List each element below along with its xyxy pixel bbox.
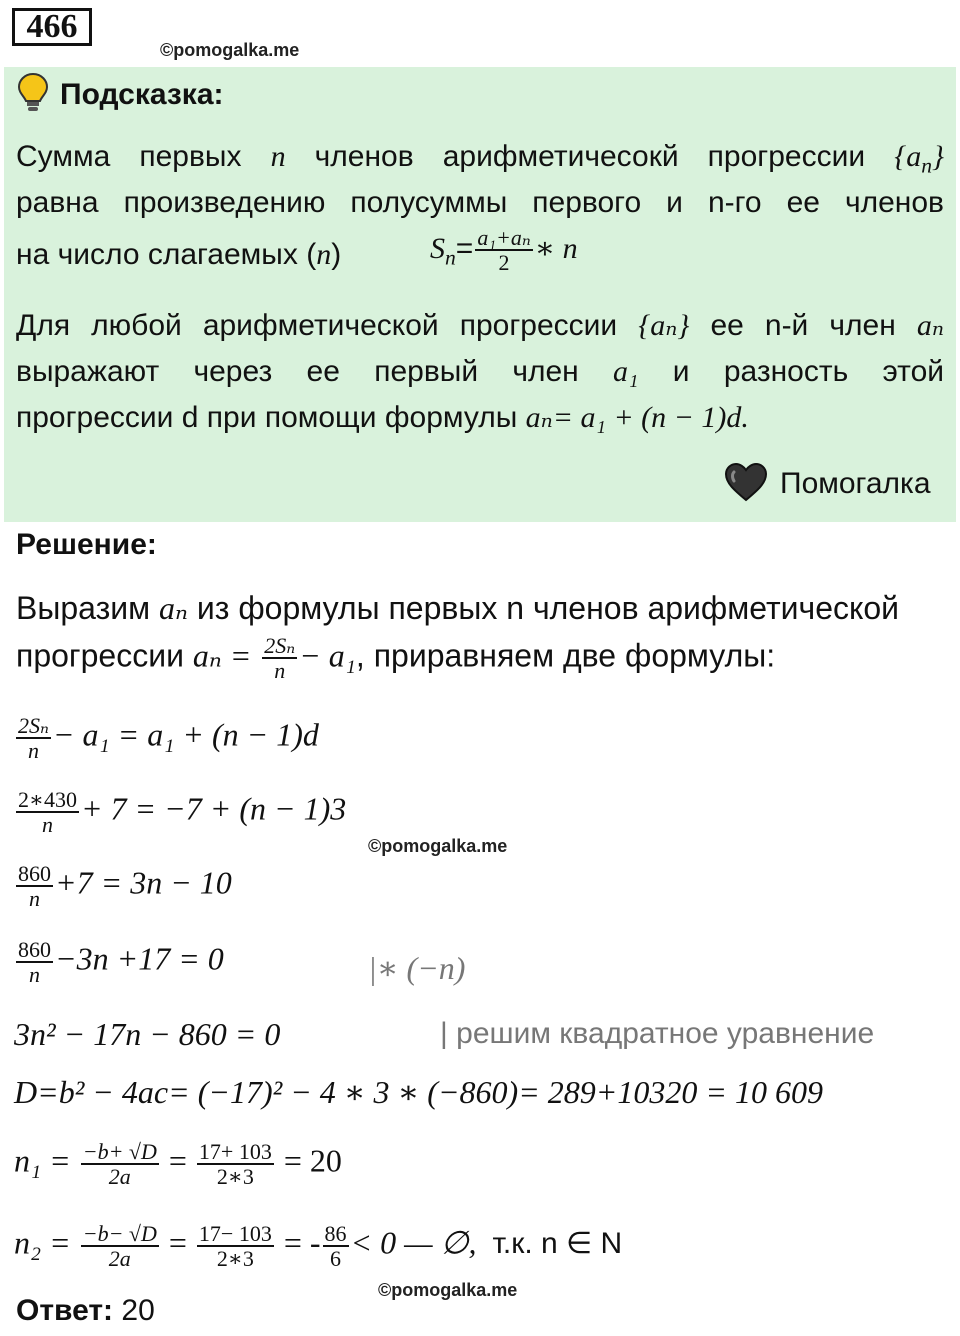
equation-5-note: | решим квадратное уравнение [440,1017,875,1050]
eq-rest: −3n +17 = 0 [55,940,224,977]
denominator: 2 [498,250,510,276]
hint-text: выражают через ее первый член [16,355,579,388]
fraction [262,634,297,682]
equation-5: 3n² − 17n − 860 = 0 [14,1016,281,1052]
numerator: a₁+aₙ [477,225,531,250]
fraction [475,226,532,274]
fraction [16,862,53,910]
fraction [81,1222,159,1270]
hint-text: прогрессии d при помощи формулы [16,401,518,434]
set-an: {aₙ} [638,309,690,342]
answer-value: 20 [113,1294,155,1327]
set-close: } [932,140,945,173]
sol-text: , приравняем две формулы: [355,637,776,674]
var-an: aₙ = [192,637,252,674]
denominator: 2a [108,1246,131,1272]
set-open: {a [894,140,922,173]
hint-text: на число слагаемых ( [16,238,317,271]
hint-text: ее n-й член [710,309,896,342]
equation-3 [14,862,232,910]
fraction [16,788,79,836]
hint-line-6 [16,400,749,436]
solution-title: Решение: [16,528,157,561]
fraction [16,938,53,986]
fraction [16,714,51,762]
n2-note: т.к. n ∈ N [492,1227,623,1261]
watermark: ©pomogalka.me [160,40,300,60]
var-a1: a₁ [613,355,639,388]
equation-1 [14,714,319,762]
numerator: 2Sₙ [264,633,296,658]
denominator: 2∗3 [216,1164,254,1190]
solution-line-2 [16,634,775,682]
fraction [197,1140,274,1188]
heart-icon [724,462,768,502]
var-an: aₙ [159,590,188,626]
denominator: n [29,962,40,988]
hint-text: Сумма первых [16,140,242,173]
numerator: 17+ 103 [198,1139,272,1164]
equals-minus: = - [283,1224,321,1261]
denominator: 6 [330,1246,342,1272]
problem-number: 466 [12,8,92,46]
denominator: n [274,658,286,684]
numerator: 2Sₙ [18,713,49,738]
numerator: −b− √D [82,1221,157,1246]
sol-text: из формулы первых n членов арифметической [196,590,900,626]
hint-line-4 [16,308,944,344]
hint-line-1 [16,139,945,178]
hint-box [4,67,956,522]
fraction [197,1222,274,1270]
numerator: 860 [18,937,51,962]
hint-text: членов арифметичесокй прогрессии [314,140,866,173]
hint-line-5 [16,354,944,390]
sol-text: прогрессии [16,637,184,674]
minus-a1: − a₁ [299,637,356,674]
var-n: n [316,238,332,271]
eq-rest: − a₁ = a₁ + (n − 1)d [52,716,319,753]
equation-4 [14,938,224,986]
var-n: n [270,140,286,173]
numerator: 17− 103 [198,1221,272,1246]
equals: = [168,1142,187,1179]
hint-title: Подсказка: [60,78,224,111]
fraction [81,1140,159,1188]
sum-formula [430,226,578,274]
n2-label: n₂ = [14,1224,71,1261]
equation-2 [14,788,346,836]
hint-text: Для любой арифметической прогрессии [16,309,618,342]
hint-text: и разность этой [672,355,945,388]
hint-line-3 [16,237,341,273]
sol-text: Выразим [16,590,151,626]
answer [16,1294,155,1328]
n1-label: n₁ = [14,1142,71,1179]
hint-line-2: равна произведению полусуммы первого и n-го ее членов [16,186,944,219]
numerator: −b+ √D [82,1139,157,1164]
root-n2 [14,1222,622,1270]
equals: = [455,232,474,266]
discriminant: D=b² − 4ac= (−17)² − 4 ∗ 3 ∗ (−860)= 289+10320 = 10 609 [14,1074,823,1110]
solution-line-1 [16,588,899,628]
eq-rest: + 7 = −7 + (n − 1)3 [80,790,347,827]
sub-n: n [445,245,456,270]
nth-term-formula: aₙ= a₁ + (n − 1)d. [525,401,749,434]
watermark: ©pomogalka.me [378,1280,518,1300]
times-n: ∗ n [534,232,578,266]
var-S: S [430,232,445,266]
n2-rest: < 0 — ∅, [350,1224,477,1261]
sub-n: n [921,153,933,178]
set-an [894,140,945,178]
denominator: n [41,812,53,838]
eq-rest: +7 = 3n − 10 [55,864,232,901]
denominator: n [27,738,39,764]
hint-text: ) [331,238,342,271]
var-an: aₙ [916,309,944,342]
lightbulb-icon [16,72,50,114]
denominator: n [29,886,40,912]
denominator: 2∗3 [216,1246,254,1272]
numerator: 86 [324,1221,347,1246]
brand-label: Помогалка [780,467,931,500]
equation-4-note: |∗ (−n) [368,950,466,986]
fraction [323,1222,349,1270]
answer-label: Ответ: [16,1294,114,1327]
numerator: 2∗430 [18,787,77,812]
equals: = [168,1224,187,1261]
numerator: 860 [18,861,51,886]
root-n1 [14,1140,342,1188]
denominator: 2a [108,1164,131,1190]
n1-result: = 20 [283,1142,342,1179]
watermark: ©pomogalka.me [368,836,508,856]
